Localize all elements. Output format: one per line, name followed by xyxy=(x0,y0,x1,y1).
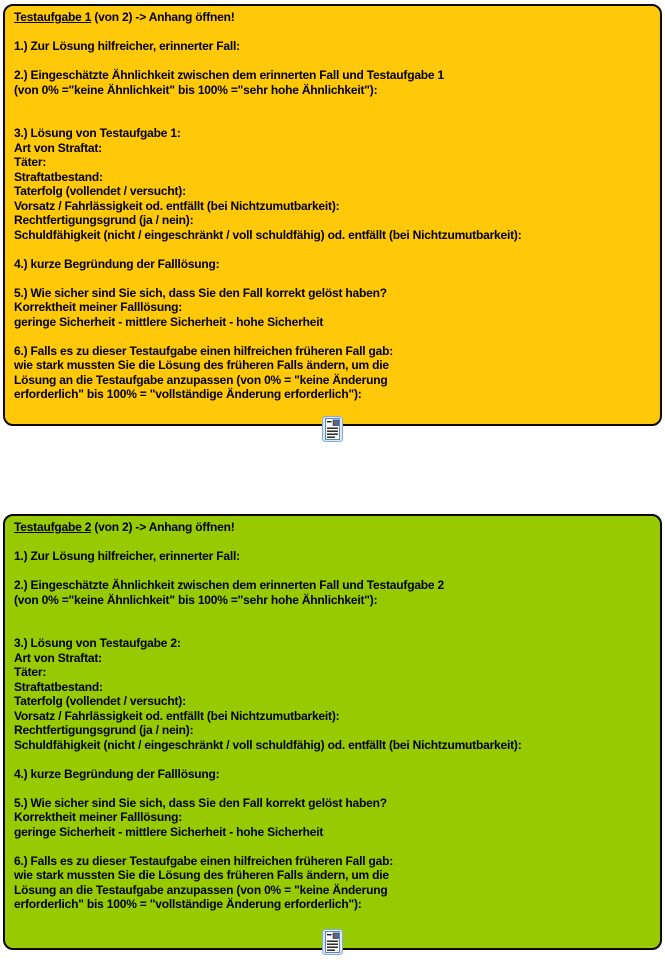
question-2-line-2: (von 0% ="keine Ähnlichkeit" bis 100% ="sehr hohe Ähnlichkeit"): xyxy=(14,82,378,97)
attachment-document-icon[interactable] xyxy=(322,416,343,442)
spacer xyxy=(14,242,651,257)
spacer xyxy=(14,839,651,854)
spacer xyxy=(14,564,651,579)
question-6-line-3: Lösung an die Testaufgabe anzupassen (von 0% = "keine Änderung xyxy=(14,882,388,897)
testaufgabe-2-box xyxy=(3,514,662,950)
question-5-line-2: Korrektheit meiner Falllösung: xyxy=(14,810,183,824)
field-taeter: Täter: xyxy=(14,665,47,679)
field-schuldfaehigkeit: Schuldfähigkeit (nicht / eingeschränkt / voll schuldfähig) od. entfällt (bei Nichtzumutbarkeit): xyxy=(14,227,522,242)
spacer xyxy=(14,781,651,796)
question-6-line-4: erforderlich" bis 100% = "vollständige Änderung erforderlich"): xyxy=(14,897,362,911)
spacer xyxy=(14,54,651,69)
testaufgabe-1-box xyxy=(3,4,662,426)
spacer xyxy=(14,752,651,767)
question-6-line-4: erforderlich" bis 100% = "vollständige Änderung erforderlich"): xyxy=(14,387,362,401)
question-4: 4.) kurze Begründung der Falllösung: xyxy=(14,766,220,781)
question-5-scale: geringe Sicherheit - mittlere Sicherheit - hohe Sicherheit xyxy=(14,314,324,329)
field-straftatbestand: Straftatbestand: xyxy=(14,169,103,184)
field-rechtfertigungsgrund: Rechtfertigungsgrund (ja / nein): xyxy=(14,213,194,227)
question-5: 5.) Wie sicher sind Sie sich, dass Sie den Fall korrekt gelöst haben? xyxy=(14,285,387,300)
question-2-line-2: (von 0% ="keine Ähnlichkeit" bis 100% ="sehr hohe Ähnlichkeit"): xyxy=(14,592,378,607)
field-taterfolg: Taterfolg (vollendet / versucht): xyxy=(14,184,186,198)
testaufgabe-1-heading xyxy=(14,10,651,25)
field-art-von-straftat: Art von Straftat: xyxy=(14,140,102,155)
spacer xyxy=(14,607,651,622)
spacer xyxy=(14,97,651,112)
question-1: 1.) Zur Lösung hilfreicher, erinnerter Fall: xyxy=(14,39,240,53)
attachment-document-icon[interactable] xyxy=(322,929,343,955)
spacer xyxy=(14,25,651,40)
question-3: 3.) Lösung von Testaufgabe 1: xyxy=(14,126,181,140)
field-straftatbestand: Straftatbestand: xyxy=(14,679,103,694)
question-4: 4.) kurze Begründung der Falllösung: xyxy=(14,256,220,271)
testaufgabe-2-title: Testaufgabe 2 xyxy=(14,520,92,534)
testaufgabe-2-heading xyxy=(14,520,651,535)
question-3: 3.) Lösung von Testaufgabe 2: xyxy=(14,636,181,650)
question-5-scale: geringe Sicherheit - mittlere Sicherheit - hohe Sicherheit xyxy=(14,824,324,839)
field-vorsatz: Vorsatz / Fahrlässigkeit od. entfällt (bei Nichtzumutbarkeit): xyxy=(14,198,340,213)
testaufgabe-1-title-suffix: (von 2) -> Anhang öffnen! xyxy=(91,10,235,24)
spacer xyxy=(14,535,651,550)
spacer xyxy=(14,329,651,344)
question-6-line-2: wie stark mussten Sie die Lösung des früheren Falls ändern, um die xyxy=(14,358,389,372)
testaufgabe-2-title-suffix: (von 2) -> Anhang öffnen! xyxy=(91,520,235,534)
testaufgabe-1-title: Testaufgabe 1 xyxy=(14,10,92,24)
question-5-line-2: Korrektheit meiner Falllösung: xyxy=(14,300,183,314)
question-6-line-1: 6.) Falls es zu dieser Testaufgabe einen hilfreichen früheren Fall gab: xyxy=(14,343,394,358)
question-2-line-1: 2.) Eingeschätzte Ähnlichkeit zwischen dem erinnerten Fall und Testaufgabe 1 xyxy=(14,68,445,82)
field-taeter: Täter: xyxy=(14,155,47,169)
question-1: 1.) Zur Lösung hilfreicher, erinnerter Fall: xyxy=(14,549,240,563)
question-2-line-1: 2.) Eingeschätzte Ähnlichkeit zwischen dem erinnerten Fall und Testaufgabe 2 xyxy=(14,578,445,592)
question-6-line-3: Lösung an die Testaufgabe anzupassen (von 0% = "keine Änderung xyxy=(14,372,388,387)
spacer xyxy=(14,271,651,286)
field-rechtfertigungsgrund: Rechtfertigungsgrund (ja / nein): xyxy=(14,723,194,737)
field-vorsatz: Vorsatz / Fahrlässigkeit od. entfällt (bei Nichtzumutbarkeit): xyxy=(14,708,340,723)
field-schuldfaehigkeit: Schuldfähigkeit (nicht / eingeschränkt / voll schuldfähig) od. entfällt (bei Nichtzumutbarkeit): xyxy=(14,737,522,752)
field-taterfolg: Taterfolg (vollendet / versucht): xyxy=(14,694,186,708)
spacer xyxy=(14,622,651,637)
question-5: 5.) Wie sicher sind Sie sich, dass Sie den Fall korrekt gelöst haben? xyxy=(14,795,387,810)
question-6-line-2: wie stark mussten Sie die Lösung des früheren Falls ändern, um die xyxy=(14,868,389,882)
spacer xyxy=(14,112,651,127)
field-art-von-straftat: Art von Straftat: xyxy=(14,650,102,665)
question-6-line-1: 6.) Falls es zu dieser Testaufgabe einen hilfreichen früheren Fall gab: xyxy=(14,853,394,868)
